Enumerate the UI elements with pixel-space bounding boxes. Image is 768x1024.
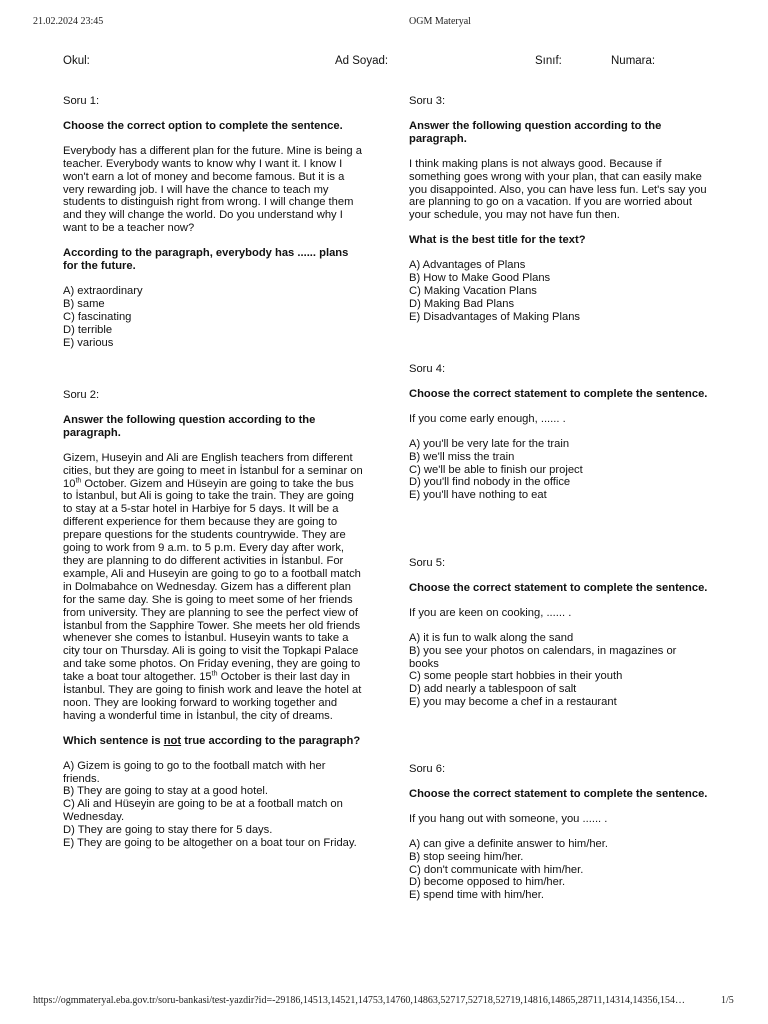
answer-options [409,259,709,324]
option-b[interactable]: B) we'll miss the train [409,450,515,463]
print-datetime: 21.02.2024 23:45 [33,16,104,27]
option-a[interactable]: A) Advantages of Plans [409,259,526,272]
answer-options [409,838,709,903]
option-c[interactable]: C) fascinating [63,310,132,323]
print-url: https://ogmmateryal.eba.gov.tr/soru-bankasi/test-yazdir?id=-29186,14513,14521,14753,14760,14863,52717,52718,52719,14816,14865,28711,14314,14356,154… [33,995,686,1006]
option-d[interactable]: D) add nearly a tablespoon of salt [409,683,577,696]
option-d[interactable]: D) you'll find nobody in the office [409,476,571,489]
question-number: Soru 4: [409,363,446,375]
option-a[interactable]: A) Gizem is going to go to the football match with her friends. [63,759,326,785]
question-paragraph: Everybody has a different plan for the future. Mine is being a teacher. Everybody wants to know why I want it. I know I won't earn a lot of money and become famous. But it is a very rewarding job. I will have the chance to teach my students to distinguish right from wrong. I will change them and they will change the world. Do you understand why I want to be a teacher now? [63,144,362,235]
option-a[interactable]: A) extraordinary [63,284,143,297]
option-c[interactable]: C) Making Vacation Plans [409,284,537,297]
number-label: Numara: [611,55,656,67]
question-paragraph: I think making plans is not always good. Because if something goes wrong with your plan, that can easily make you disappointed. Also, you can have less fun. Let's say you are planning to go on a vacation. If you are worried about your schedule, you may not have fun then. [409,157,707,222]
question-stem: What is the best title for the text? [409,234,586,247]
answer-options [63,285,363,350]
school-label: Okul: [63,55,90,67]
option-e[interactable]: E) you may become a chef in a restaurant [409,696,617,709]
print-site-title: OGM Materyal [409,16,471,27]
option-a[interactable]: A) you'll be very late for the train [409,437,570,450]
question-5 [409,557,709,709]
class-label: Sınıf: [535,55,562,67]
option-b[interactable]: B) same [63,297,105,310]
question-1 [63,95,363,350]
question-instruction: Choose the correct option to complete the sentence. [63,119,343,132]
option-a[interactable]: A) it is fun to walk along the sand [409,631,574,644]
answer-options [409,632,709,709]
option-d[interactable]: D) Making Bad Plans [409,297,515,310]
stem-part-1: Which sentence is [63,734,164,747]
answer-options [409,438,709,503]
answer-options [63,760,363,850]
option-d[interactable]: D) They are going to stay there for 5 days. [63,824,273,837]
option-e[interactable]: E) Disadvantages of Making Plans [409,310,581,323]
stem-part-2: true according to the paragraph? [181,734,361,747]
paragraph-part-2: October. Gizem and Hüseyin are going to take the bus to İstanbul, but Ali is going to take the train. They are going to stay at a 5-star hotel in Harbiye for 5 days. It will be a different experience for them because they are going to prepare questions for the students countrywide. They are going to work from 9 a.m. to 5 p.m. Every day after work, they are planning to do different activities in İstanbul. For example, Ali and Huseyin are going to go to a football match in Dolmabahce on Wednesday. Gizem has a different plan for the same day. She is going to meet some of her friends from university. They are planning to see the perfect view of İstanbul from the Sapphire Tower. She meets her old friends whenever she comes to İstanbul. Huseyin wants to take a city tour on Thursday. Ali is going to visit the Topkapi Palace and take some photos. On Friday evening, they are going to take a boat tour altogether. 15 [63,477,361,684]
option-b[interactable]: B) stop seeing him/her. [409,850,524,863]
option-e[interactable]: E) spend time with him/her. [409,889,544,902]
stem-underlined-not: not [163,734,182,747]
question-stem: If you hang out with someone, you ...... . [409,812,608,825]
paragraph-part-3: October is their last day in İstanbul. They are going to finish work and leave the hotel at noon. They are looking forward to working together and having a wonderful time in İstanbul, the city of dreams. [63,671,362,722]
question-4 [409,363,709,502]
question-instruction: Choose the correct statement to complete the sentence. [409,581,708,594]
question-stem: If you are keen on cooking, ...... . [409,606,572,619]
option-e[interactable]: E) various [63,336,114,349]
option-a[interactable]: A) can give a definite answer to him/her. [409,837,608,850]
paragraph-part-1: Gizem, Huseyin and Ali are English teachers from different cities, but they are going to meet in İstanbul for a seminar on 10 [63,451,363,490]
option-e[interactable]: E) They are going to be altogether on a boat tour on Friday. [63,837,357,850]
option-e[interactable]: E) you'll have nothing to eat [409,489,547,502]
page-number: 1/5 [721,995,734,1006]
question-number: Soru 2: [63,389,100,401]
option-b[interactable]: B) How to Make Good Plans [409,272,551,285]
ordinal-suffix: th [75,476,82,484]
name-label: Ad Soyad: [335,55,389,67]
option-c[interactable]: C) don't communicate with him/her. [409,863,584,876]
option-c[interactable]: C) we'll be able to finish our project [409,463,583,476]
question-number: Soru 6: [409,763,446,775]
question-instruction: Choose the correct statement to complete the sentence. [409,787,708,800]
question-3 [409,95,709,324]
question-number: Soru 5: [409,557,446,569]
question-stem: According to the paragraph, everybody has ...... plans for the future. [63,247,349,273]
question-stem [63,735,363,748]
option-b[interactable]: B) you see your photos on calendars, in magazines or books [409,644,677,670]
option-c[interactable]: C) Ali and Hüseyin are going to be at a football match on Wednesday. [63,798,343,824]
question-instruction: Answer the following question according to the paragraph. [63,413,316,439]
option-c[interactable]: C) some people start hobbies in their youth [409,670,623,683]
question-paragraph [63,452,363,723]
question-stem: If you come early enough, ...... . [409,412,566,425]
question-6 [409,763,709,902]
option-d[interactable]: D) terrible [63,323,113,336]
question-number: Soru 3: [409,95,446,107]
option-d[interactable]: D) become opposed to him/her. [409,876,566,889]
question-instruction: Choose the correct statement to complete the sentence. [409,387,708,400]
question-2 [63,389,363,850]
question-instruction: Answer the following question according to the paragraph. [409,119,662,145]
question-number: Soru 1: [63,95,100,107]
ordinal-suffix: th [211,670,218,678]
option-b[interactable]: B) They are going to stay at a good hotel. [63,785,269,798]
